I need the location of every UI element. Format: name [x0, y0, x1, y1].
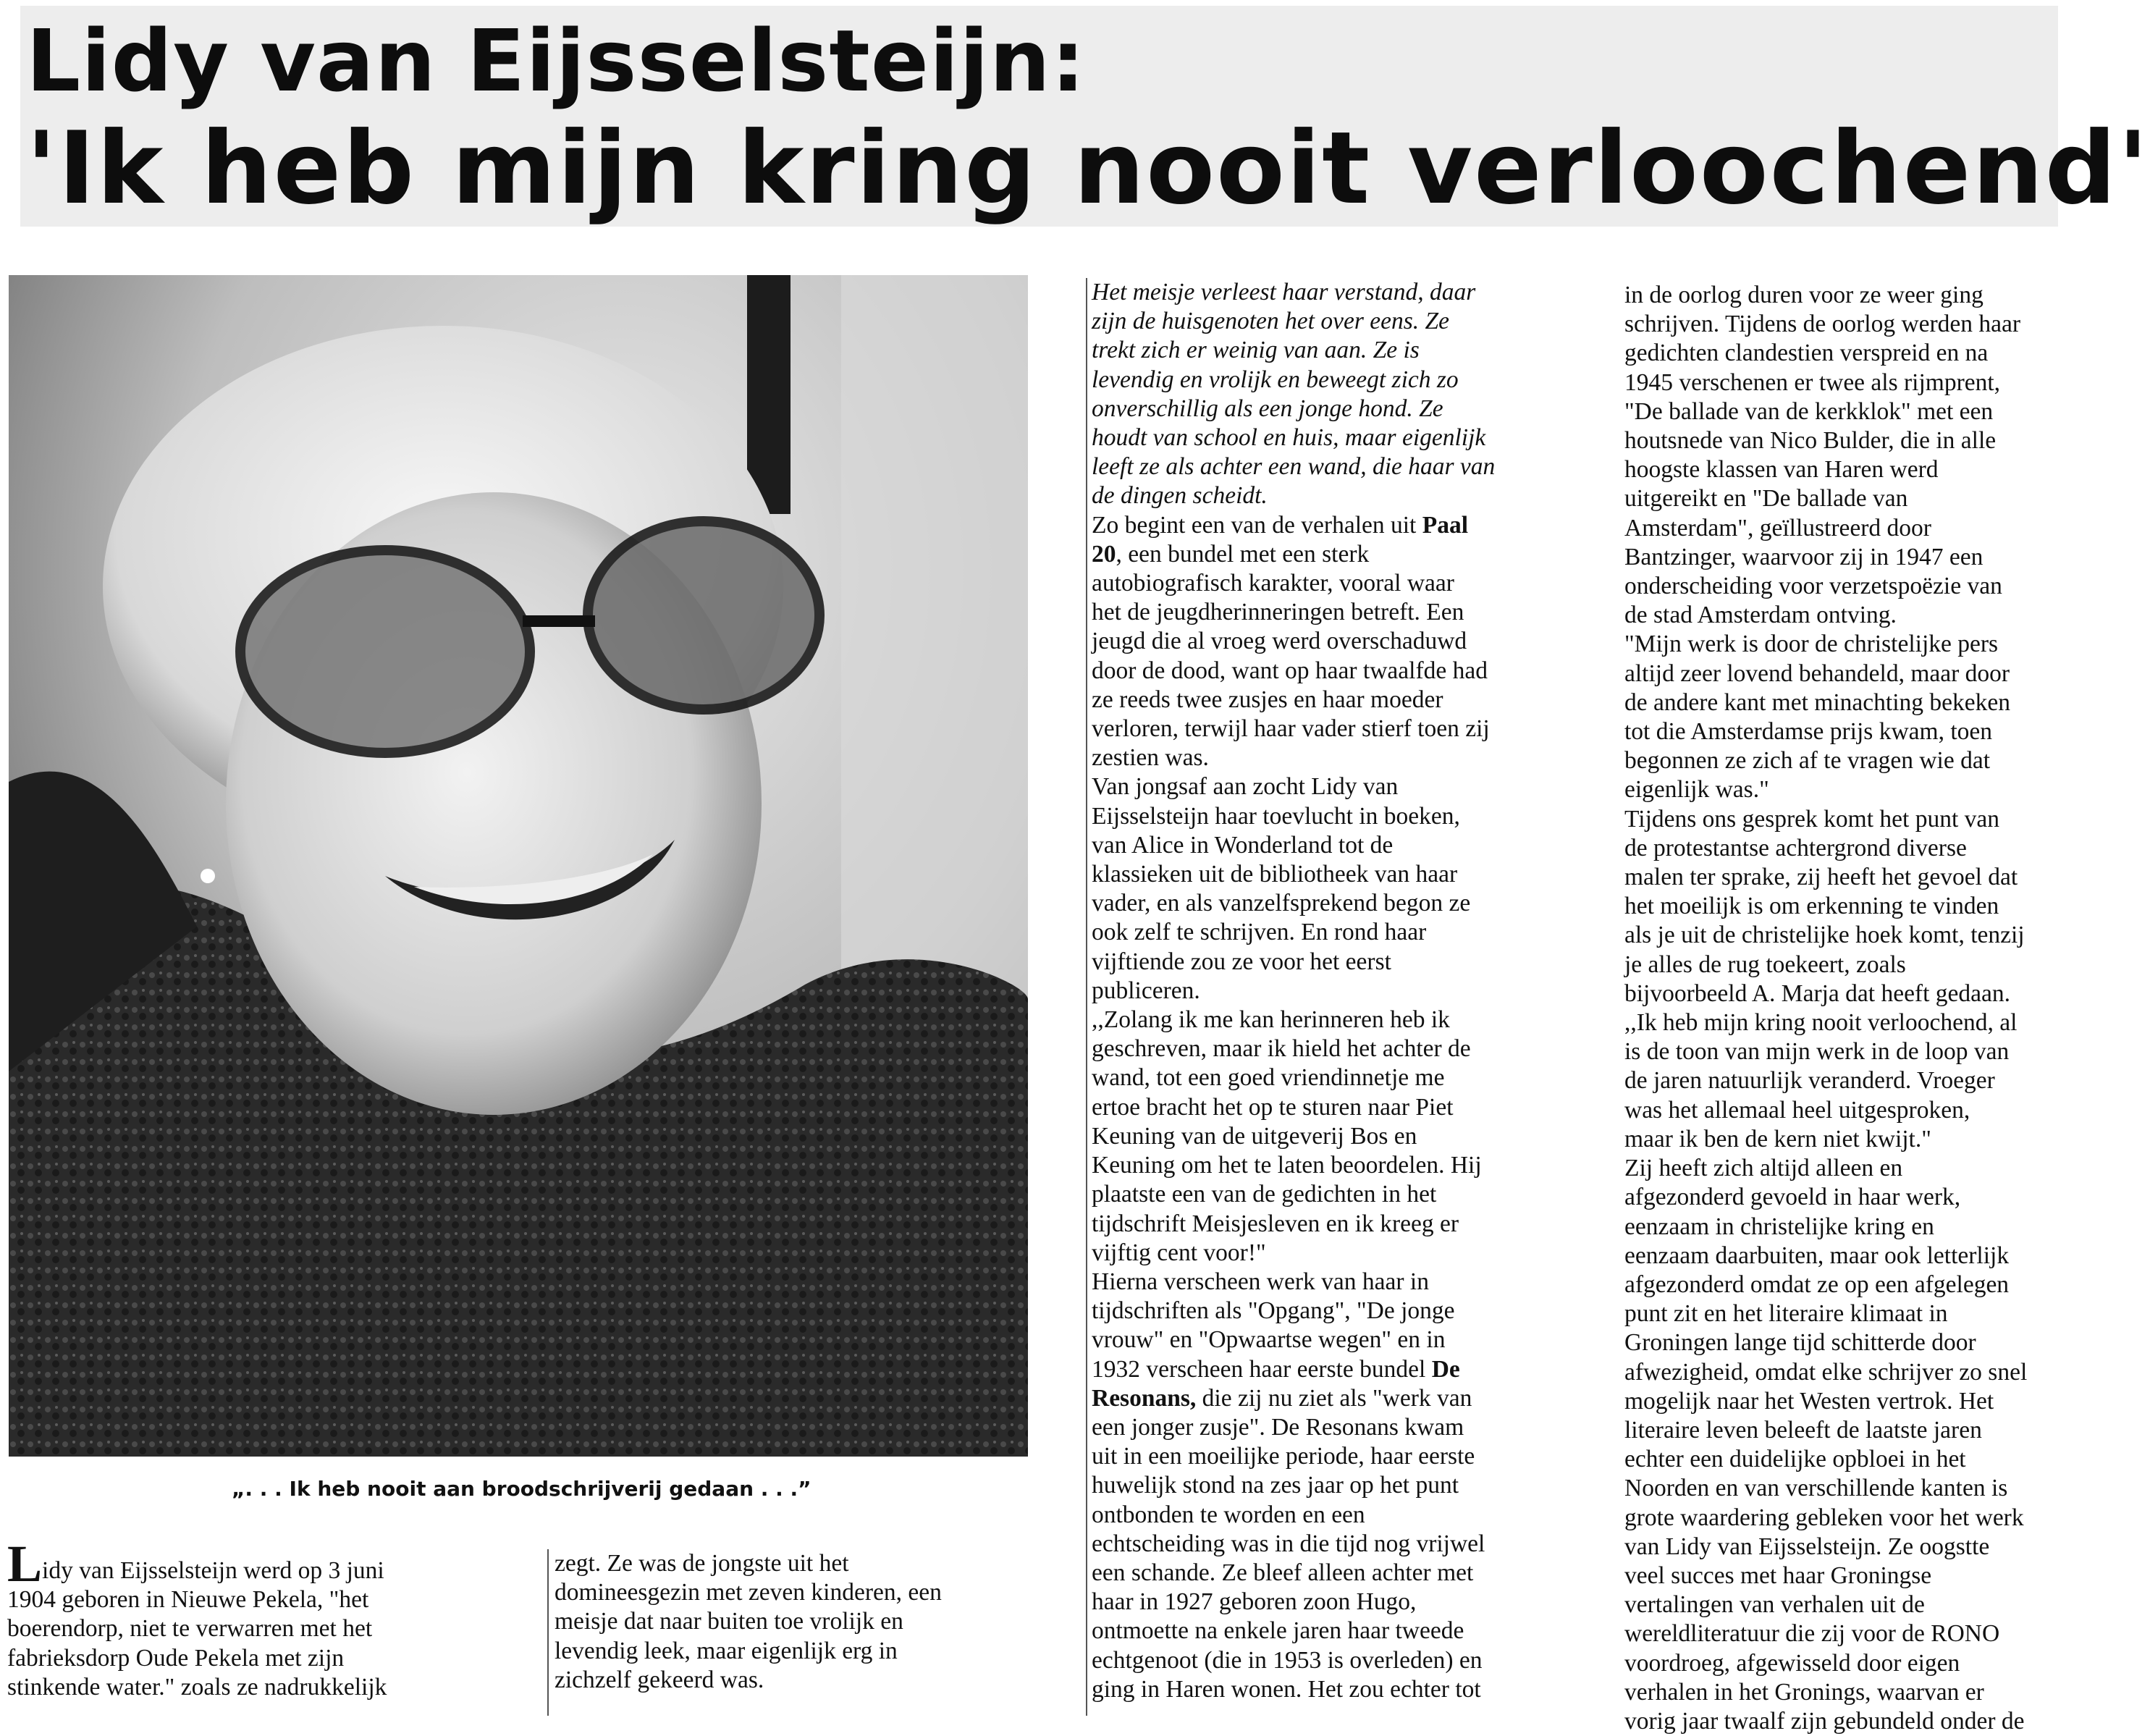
headline-line-1: Lidy van Eijsselsteijn: [26, 11, 1086, 111]
text-line: plaatste een van de gedichten in het [1092, 1181, 1437, 1208]
text-line: echtscheiding was in die tijd nog vrijwel [1092, 1530, 1485, 1557]
headline-banner [20, 6, 2150, 227]
text-line: tijdschriften als "Opgang", "De jonge [1092, 1297, 1455, 1325]
text-line: in de oorlog duren voor ze weer ging [1624, 282, 1984, 308]
text-span: die zij nu ziet als "werk van [1196, 1384, 1472, 1412]
text-line [1092, 511, 1584, 540]
text-line: ,,Zolang ik me kan herinneren heb ik [1092, 1006, 1450, 1034]
intro-italic [1092, 278, 1584, 511]
text-line: houtsnede van Nico Bulder, die in alle [1624, 427, 1997, 455]
text-span: idy van Eijsselsteijn werd op 3 juni [42, 1557, 384, 1584]
text-span: , een bundel met een sterk [1116, 540, 1370, 568]
text-line: onverschillig als een jonge hond. Ze [1092, 395, 1443, 422]
text-line: Tijdens ons gesprek komt het punt van [1624, 805, 1999, 833]
text-line: mogelijk naar het Westen vertrok. Het [1624, 1387, 1994, 1415]
text-line: Keuning om het te laten beoordelen. Hij [1092, 1152, 1482, 1179]
portrait-illustration [9, 275, 1028, 1457]
text-line: afwezigheid, omdat elke schrijver zo snel [1624, 1358, 2028, 1386]
text-line: gedichten clandestien verspreid en na [1624, 340, 1989, 367]
text-line: bijvoorbeeld A. Marja dat heeft gedaan. [1624, 979, 2011, 1007]
text-line: door de dood, want op haar twaalfde had [1092, 657, 1488, 684]
text-line: zijn de huisgenoten het over eens. Ze [1092, 308, 1450, 335]
text-line: de andere kant met minachting bekeken [1624, 688, 2010, 716]
text-line: altijd zeer lovend behandeld, maar door [1624, 660, 2010, 687]
article-column-right [1622, 281, 2106, 1735]
text-line: eigenlijk was." [1624, 776, 1769, 804]
text-line: tot die Amsterdamse prijs kwam, toen [1624, 718, 1992, 746]
book-title: Paal [1422, 511, 1469, 539]
text-line: begonnen ze zich af te vragen wie dat [1624, 747, 1991, 775]
text-line: als je uit de christelijke hoek komt, tenzij [1624, 922, 2025, 949]
text-span: 1932 verscheen haar eerste bundel [1092, 1355, 1432, 1383]
text-line: van Lidy van Eijsselsteijn. Ze oogstte [1624, 1533, 1990, 1560]
text-line: echter een duidelijke opbloei in het [1624, 1446, 1966, 1473]
text-span: Zo begint een van de verhalen uit [1092, 511, 1422, 539]
text-line: zegt. Ze was de jongste uit het [555, 1550, 849, 1577]
text-line: levendig leek, maar eigenlijk erg in [555, 1637, 898, 1664]
text-line: Hierna verscheen werk van haar in [1092, 1268, 1429, 1295]
text-line: levendig en vrolijk en beweegt zich zo [1092, 366, 1459, 393]
article-column-middle [1086, 278, 1584, 1716]
text-line: Zij heeft zich altijd alleen en [1624, 1155, 1903, 1182]
text-line: schrijven. Tijdens de oorlog werden haar [1624, 311, 2021, 338]
text-line: voordroeg, afgewisseld door eigen [1624, 1649, 1960, 1677]
text-line: eenzaam in christelijke kring en [1624, 1213, 1934, 1240]
text-line: Bantzinger, waarvoor zij in 1947 een [1624, 543, 1984, 570]
text-line: de dingen scheidt. [1092, 482, 1268, 510]
text-line: vijftiende zou ze voor het eerst [1092, 948, 1391, 975]
text-line: wand, tot een goed vriendinnetje me [1092, 1064, 1445, 1092]
text-line: Eijsselsteijn haar toevlucht in boeken, [1092, 802, 1460, 830]
text-line: vertalingen van verhalen uit de [1624, 1591, 1925, 1619]
text-line: klassieken uit de bibliotheek van haar [1092, 861, 1458, 888]
text-line: de jaren natuurlijk veranderd. Vroeger [1624, 1067, 1995, 1095]
text-line: afgezonderd gevoeld in haar werk, [1624, 1184, 1961, 1211]
text-line: ook zelf te schrijven. En rond haar [1092, 919, 1427, 946]
book-title: De [1431, 1355, 1460, 1383]
text-line [7, 1535, 485, 1593]
text-line: ging in Haren wonen. Het zou echter tot [1092, 1675, 1481, 1703]
text-line: geschreven, maar ik hield het achter de [1092, 1035, 1471, 1063]
text-line: zestien was. [1092, 744, 1209, 772]
text-line: meisje dat naar buiten toe vrolijk en [555, 1608, 903, 1635]
text-line [1092, 1384, 1584, 1413]
text-line: de protestantse achtergrond diverse [1624, 834, 1967, 861]
text-line: was het allemaal heel uitgesproken, [1624, 1096, 1970, 1124]
text-line: ze reeds twee zusjes en haar moeder [1092, 686, 1443, 713]
text-line: Noorden en van verschillende kanten is [1624, 1475, 2008, 1502]
article-column-bottom-middle [547, 1549, 1047, 1716]
text-line: hoogste klassen van Haren werd [1624, 456, 1939, 484]
text-line: 1904 geboren in Nieuwe Pekela, "het [7, 1586, 369, 1614]
photo-caption: „. . . Ik heb nooit aan broodschrijverij gedaan . . .” [232, 1477, 811, 1501]
drop-cap: L [7, 1535, 43, 1593]
text-line: fabrieksdorp Oude Pekela met zijn [7, 1644, 345, 1672]
book-title: 20 [1092, 540, 1116, 568]
text-line: het de jeugdherinneringen betreft. Een [1092, 599, 1464, 626]
text-line: "Mijn werk is door de christelijke pers [1624, 631, 1999, 658]
text-line: publiceren. [1092, 977, 1200, 1004]
text-line: uit in een moeilijke periode, haar eerste [1092, 1443, 1475, 1470]
text-line: vorig jaar twaalf zijn gebundeld onder de [1624, 1707, 2025, 1735]
text-line: vijftig cent voor!" [1092, 1239, 1266, 1266]
text-line [1092, 1355, 1584, 1384]
text-line [1092, 540, 1584, 569]
text-line: van Alice in Wonderland tot de [1092, 831, 1394, 859]
text-line: wereldliteratuur die zij voor de RONO [1624, 1620, 2000, 1648]
text-line: ,,Ik heb mijn kring nooit verloochend, al [1624, 1009, 2018, 1037]
text-line: ontmoette na enkele jaren haar tweede [1092, 1617, 1464, 1645]
text-line: je alles de rug toekeert, zoals [1624, 951, 1906, 978]
text-line: een schande. Ze bleef alleen achter met [1092, 1559, 1474, 1586]
text-line: punt zit en het literaire klimaat in [1624, 1300, 1948, 1328]
text-line: jeugd die al vroeg werd overschaduwd [1092, 628, 1467, 655]
text-line: houdt van school en huis, maar eigenlijk [1092, 424, 1486, 452]
text-line: Amsterdam", geïllustreerd door [1624, 514, 1931, 542]
text-line: huwelijk stond na zes jaar op het punt [1092, 1472, 1459, 1499]
text-line: Van jongsaf aan zocht Lidy van [1092, 773, 1399, 801]
text-line: echtgenoot (die in 1953 is overleden) en [1092, 1646, 1483, 1674]
text-line: ontbonden te worden en een [1092, 1501, 1365, 1528]
text-line: literaire leven beleeft de laatste jaren [1624, 1416, 1982, 1444]
text-line: malen ter sprake, zij heeft het gevoel dat [1624, 864, 2018, 891]
text-line: Groningen lange tijd schitterde door [1624, 1329, 1976, 1357]
text-line: onderscheiding voor verzetspoëzie van [1624, 573, 2002, 600]
portrait-photo [9, 275, 1028, 1457]
text-line: een jonger zusje". De Resonans kwam [1092, 1413, 1464, 1441]
text-line: grote waardering gebleken voor het werk [1624, 1504, 2024, 1531]
text-line: autobiografisch karakter, vooral waar [1092, 570, 1454, 597]
text-line: het moeilijk is om erkenning te vinden [1624, 893, 1999, 920]
article-column-bottom-left [7, 1535, 485, 1716]
text-line: afgezonderd omdat ze op een afgelegen [1624, 1271, 2010, 1298]
text-line: vader, en als vanzelfsprekend begon ze [1092, 890, 1471, 917]
text-line: maar ik ben de kern niet kwijt." [1624, 1125, 1931, 1153]
text-line: domineesgezin met zeven kinderen, een [555, 1579, 942, 1606]
text-line: zichzelf gekeerd was. [555, 1666, 764, 1693]
text-line: Het meisje verleest haar verstand, daar [1092, 279, 1476, 306]
text-line: "De ballade van de kerkklok" met een [1624, 397, 1994, 425]
text-line: verloren, terwijl haar vader stierf toen zij [1092, 715, 1490, 743]
headline-line-2: 'Ik heb mijn kring nooit verloochend' [26, 110, 2150, 227]
text-line: ertoe bracht het op te sturen naar Piet [1092, 1093, 1454, 1121]
text-line: stinkende water." zoals ze nadrukkelijk [7, 1673, 387, 1701]
text-line: is de toon van mijn werk in de loop van [1624, 1038, 2010, 1066]
text-line: uitgereikt en "De ballade van [1624, 485, 1908, 513]
text-line: Keuning van de uitgeverij Bos en [1092, 1122, 1417, 1150]
text-line: de stad Amsterdam ontving. [1624, 602, 1897, 629]
text-line: trekt zich er weinig van aan. Ze is [1092, 337, 1420, 364]
text-line: leeft ze als achter een wand, die haar van [1092, 453, 1496, 481]
text-line: vrouw" en "Opwaartse wegen" en in [1092, 1326, 1446, 1354]
text-line: veel succes met haar Groningse [1624, 1562, 1932, 1589]
text-line: eenzaam daarbuiten, maar ook letterlijk [1624, 1242, 2010, 1269]
text-line: boerendorp, niet te verwarren met het [7, 1615, 373, 1643]
book-title: Resonans, [1092, 1384, 1197, 1412]
text-line: 1945 verschenen er twee als rijmprent, [1624, 368, 2001, 396]
text-line: haar in 1927 geboren zoon Hugo, [1092, 1588, 1417, 1616]
text-line: verhalen in het Gronings, waarvan er [1624, 1678, 1984, 1706]
text-line: tijdschrift Meisjesleven en ik kreeg er [1092, 1210, 1459, 1237]
